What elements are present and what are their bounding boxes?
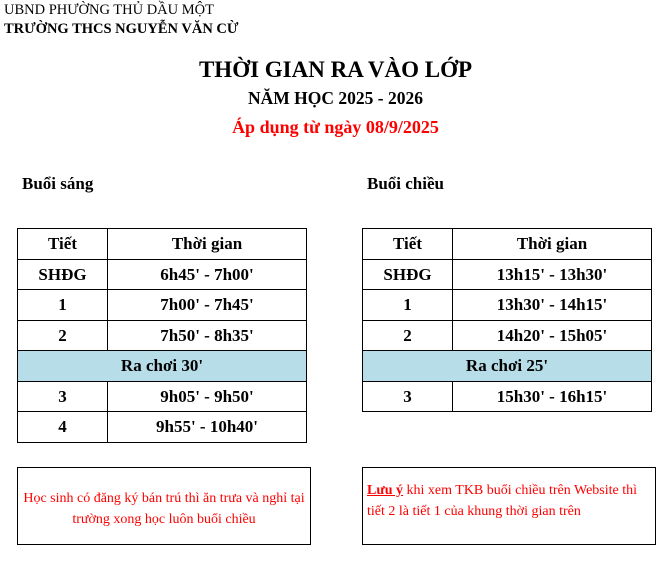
school-year: NĂM HỌC 2025 - 2026	[248, 88, 423, 108]
period-cell: 3	[363, 381, 453, 412]
table-row	[363, 290, 652, 321]
time-cell: 7h00' - 7h45'	[108, 290, 307, 321]
boarding-note	[17, 467, 311, 545]
period-cell: SHĐG	[18, 259, 108, 290]
time-cell: 9h05' - 9h50'	[108, 381, 307, 412]
morning-schedule-table	[17, 228, 307, 443]
period-cell: 3	[18, 381, 108, 412]
table-row	[18, 290, 307, 321]
org-line-1: UBND PHƯỜNG THỦ DẦU MỘT	[4, 2, 214, 18]
header-time: Thời gian	[108, 229, 307, 260]
period-cell: SHĐG	[363, 259, 453, 290]
header-time: Thời gian	[453, 229, 652, 260]
time-cell: 15h30' - 16h15'	[453, 381, 652, 412]
break-cell: Ra chơi 30'	[18, 351, 307, 382]
period-cell: 1	[363, 290, 453, 321]
time-cell: 13h15' - 13h30'	[453, 259, 652, 290]
boarding-note-text: Học sinh có đăng ký bán trú thì ăn trưa và nghỉ tại trường xong học luôn buổi chiều	[23, 491, 305, 527]
time-cell: 13h30' - 14h15'	[453, 290, 652, 321]
note-label: Lưu ý	[367, 483, 404, 498]
time-cell: 7h50' - 8h35'	[108, 320, 307, 351]
period-cell: 1	[18, 290, 108, 321]
morning-session-label: Buổi sáng	[22, 174, 94, 193]
time-cell: 14h20' - 15h05'	[453, 320, 652, 351]
time-cell: 6h45' - 7h00'	[108, 259, 307, 290]
table-row	[18, 381, 307, 412]
afternoon-schedule-table	[362, 228, 652, 412]
table-row	[18, 412, 307, 443]
table-row	[18, 259, 307, 290]
period-cell: 2	[363, 320, 453, 351]
afternoon-session-label: Buổi chiều	[367, 174, 444, 193]
table-row	[363, 381, 652, 412]
period-cell: 2	[18, 320, 108, 351]
page-title: THỜI GIAN RA VÀO LỚP	[198, 57, 473, 82]
table-row	[363, 259, 652, 290]
break-row	[18, 351, 307, 382]
break-row	[363, 351, 652, 382]
afternoon-note	[362, 467, 656, 545]
header-period: Tiết	[18, 229, 108, 260]
header-period: Tiết	[363, 229, 453, 260]
break-cell: Ra chơi 25'	[363, 351, 652, 382]
period-cell: 4	[18, 412, 108, 443]
table-row	[18, 320, 307, 351]
apply-date: Áp dụng từ ngày 08/9/2025	[232, 117, 439, 137]
org-line-2: TRƯỜNG THCS NGUYỄN VĂN CỪ	[4, 21, 239, 37]
time-cell: 9h55' - 10h40'	[108, 412, 307, 443]
afternoon-note-text: khi xem TKB buổi chiều trên Website thì tiết 2 là tiết 1 của khung thời gian trên	[367, 483, 638, 519]
table-row	[363, 320, 652, 351]
